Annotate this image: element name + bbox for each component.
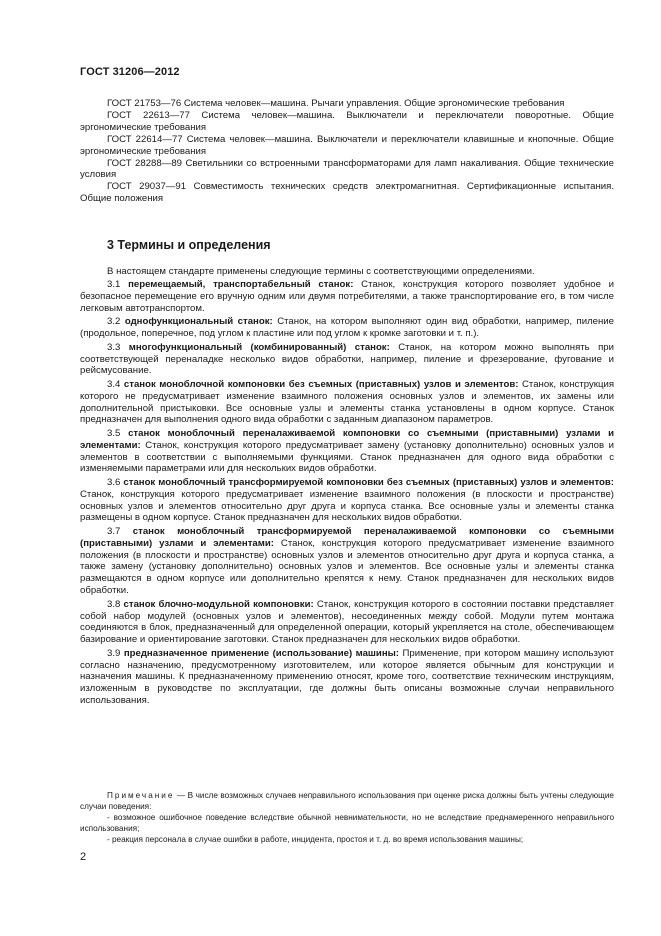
- intro-paragraph: В настоящем стандарте применены следующие термины с соответствующими определениями.: [107, 266, 535, 277]
- definition-text: Станок, конструкция которого в состоянии поставки представляет собой набор модулей (основных узлов и элементов), несоединенных между собой. Модули путем монтажа соединяются в блок, предназначенный для определенной операции, который укрепляется на столе, обеспечивающем базирование и ориентирование заготовки. Станок предназначен для нескольких видов обработки.: [80, 598, 615, 646]
- definition-term: однофункциональный станок:: [124, 316, 273, 328]
- note-paragraph: [80, 791, 614, 812]
- definition-term: станок блочно-модульной компоновки:: [123, 598, 314, 610]
- note-item: - возможное ошибочное поведение вследствие обычной невнимательности, но не вследствие преднамеренного неправильного использования;: [80, 813, 614, 833]
- definition-number: 3.2: [107, 316, 121, 328]
- definition-term: станок моноблочной компоновки без съемных (приставных) узлов и элементов:: [123, 378, 519, 390]
- definition-item: [80, 648, 614, 708]
- definition-number: 3.4: [107, 378, 121, 390]
- definition-number: 3.9: [107, 647, 121, 659]
- definition-item: [80, 342, 614, 378]
- section-title: 3 Термины и определения: [107, 238, 271, 252]
- definition-text: Станок, на котором выполняют один вид обработки, например, пиление (продольное, поперечное, под углом к пластине или под углом к кромке заготовки и т. п.).: [80, 316, 615, 340]
- definition-item: [80, 279, 614, 315]
- note-text: — В числе возможных случаев неправильного использования при оценке риска должны быть учтены следующие случаи поведения:: [80, 791, 614, 811]
- definition-number: 3.6: [107, 476, 121, 488]
- definition-item: [80, 526, 614, 597]
- definition-text: Станок, конструкция которого предусматривает замену (установку дополнительно) основных узлов и элементов в соответствии с выполняемыми функциями. Станок предназначен для одного вида обработки с изменяемыми параметрами или для нескольких видов обработки.: [80, 439, 615, 475]
- definition-text: Станок, конструкция которого предусматривает изменение взаимного положения (в плоскости и пространстве) основных узлов и элементов относительно друг друга и корпуса станка, а также замену (установку дополнительно) основных узлов и элементов. Все основные узлы и элементы станка размещаются в одном корпусе или дополнительно крепятся к нему. Станок предназначен для нескольких видов обработки.: [80, 537, 614, 597]
- definition-number: 3.8: [107, 598, 121, 610]
- definition-number: 3.1: [107, 279, 121, 291]
- definition-number: 3.5: [107, 427, 121, 439]
- reference-item: ГОСТ 22614—77 Система человек—машина. Выключатели и переключатели клавишные и кнопочные. Общие эргономические требования: [80, 133, 614, 157]
- definition-number: 3.7: [107, 525, 121, 537]
- definition-item: [80, 599, 614, 647]
- definition-text: Станок, конструкция которого предусматривает изменение взаимного положения (в плоскости и пространстве) основных узлов и элементов относительно друг друга и корпуса станка. Все основные узлы и элементы станка размещены в одном корпусе. Станок предназначен для нескольких видов обработки.: [80, 488, 614, 524]
- reference-item: ГОСТ 28288—89 Светильники со встроенными трансформаторами для ламп накаливания. Общие технические условия: [80, 157, 614, 181]
- note-item: - реакция персонала в случае ошибки в работе, инцидента, простоя и т. д. во время использования машины;: [107, 835, 524, 845]
- references-list: [80, 98, 614, 205]
- reference-item: ГОСТ 29037—91 Совместимость технических средств электромагнитная. Сертификационные испытания. Общие положения: [80, 181, 614, 205]
- definition-term: станок моноблочный переналаживаемой компоновки со съемными (приставными) узлами и элементами:: [80, 427, 614, 451]
- definition-term: многофункциональный (комбинированный) станок:: [128, 341, 390, 353]
- note-block: [80, 791, 614, 847]
- definition-text: Применение, при котором машину используют согласно назначению, предусмотренному изготовителем, или которое является обычным для конструкции и назначения машины. К предназначенному применению относят, кроме того, соответствие техническим инструкциям, изложенным в руководстве по эксплуатации, где должны быть описаны возможные случаи неправильного использования.: [80, 647, 615, 707]
- definition-item: [80, 316, 614, 340]
- definitions-list: [80, 266, 614, 709]
- reference-item: ГОСТ 21753—76 Система человек—машина. Рычаги управления. Общие эргономические требования: [107, 98, 565, 109]
- definition-term: станок моноблочный трансформируемой компоновки без съемных (приставных) узлов и элементов:: [123, 476, 614, 488]
- definition-text: Станок, конструкция которого не предусматривает изменение взаимного положения основных узлов и элементов, их замены или дополнительной пристыковки. Все основные узлы и элементы станка установлены в одном корпусе. Станок предназначен для выполнения одного вида обработки с заданным диапазоном параметров.: [80, 378, 615, 426]
- note-label: Примечание: [107, 791, 175, 800]
- page-number: 2: [80, 851, 87, 863]
- document-header: ГОСТ 31206—2012: [80, 66, 180, 78]
- definition-item: [80, 379, 614, 427]
- definition-number: 3.3: [107, 341, 121, 353]
- definition-text: Станок, конструкция которого позволяет удобное и безопасное перемещение его вручную одним или двумя потребителями, а также транспортирование его, в том числе легковым автотранспортом.: [80, 279, 615, 315]
- definition-item: [80, 428, 614, 476]
- definition-text: Станок, на котором можно выполнять при соответствующей переналадке несколько видов обработки, например, пиление и фрезерование, фугование и рейсмусование.: [80, 341, 614, 377]
- definition-term: станок моноблочный трансформируемой переналаживаемой компоновки со съемными (приставными) узлами и элементами:: [80, 525, 614, 549]
- definition-term: перемещаемый, транспортабельный станок:: [128, 279, 354, 291]
- definition-term: предназначенное применение (использование) машины:: [123, 647, 399, 659]
- definition-item: [80, 477, 614, 525]
- reference-item: ГОСТ 22613—77 Система человек—машина. Выключатели и переключатели поворотные. Общие эргономические требования: [80, 109, 614, 133]
